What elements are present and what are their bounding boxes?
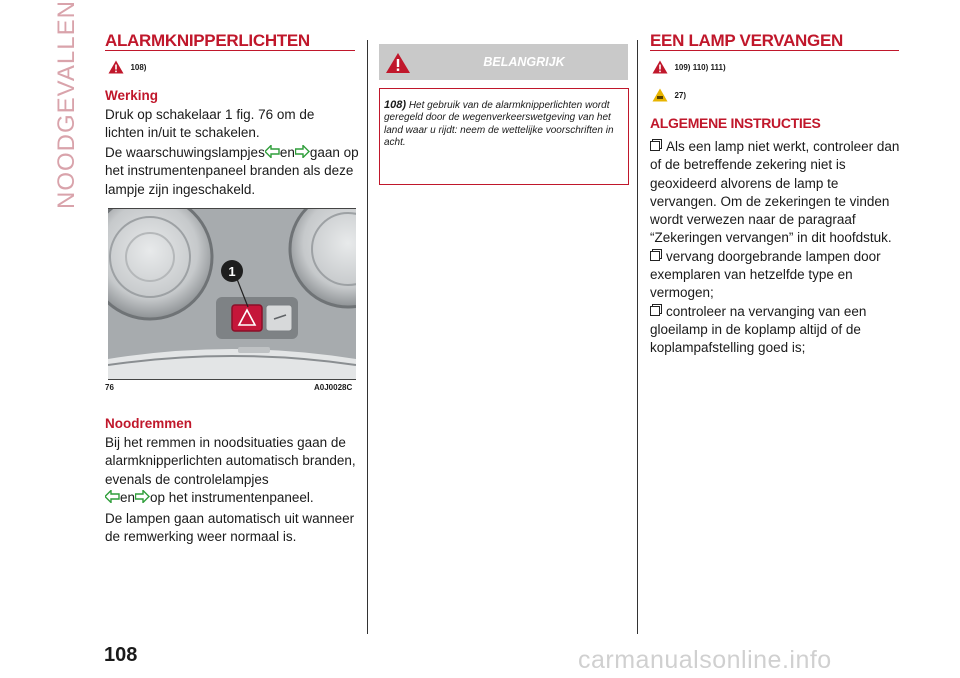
chapter-sidebar-title	[42, 0, 92, 210]
list-item	[650, 248, 900, 303]
page-number: 108	[104, 644, 138, 666]
important-note-text	[384, 99, 624, 150]
text-fragment: Bij het remmen in noodsituaties gaan de alarmknipperlichten automatisch branden, evenals de controlelampjes	[105, 435, 356, 487]
caution-triangle-icon	[652, 88, 668, 102]
list-item-text: vervang doorgebrande lampen door exemplaren van hetzelfde type en vermogen;	[650, 248, 881, 301]
heading-rule	[105, 50, 355, 51]
important-box-header	[379, 44, 628, 80]
arrow-left-indicator-icon	[265, 145, 280, 158]
watermark: carmanualsonline.info	[578, 646, 832, 674]
list-item	[650, 303, 900, 358]
subheading-noodremmen: Noodremmen	[105, 416, 193, 431]
note-number: 108)	[384, 99, 407, 111]
reference-numbers: 27)	[674, 91, 687, 100]
subheading-werking: Werking	[105, 88, 159, 103]
important-note-box	[379, 88, 629, 185]
checkbox-bullet-icon	[650, 306, 660, 316]
checkbox-bullet-icon	[650, 251, 660, 261]
arrow-right-indicator-icon	[295, 145, 310, 158]
subheading-general-instructions: ALGEMENE INSTRUCTIES	[650, 115, 821, 131]
section-heading-alarm: ALARMKNIPPERLICHTEN	[105, 31, 310, 50]
warning-ref-row	[652, 60, 724, 79]
column-divider-2	[637, 40, 638, 634]
checkbox-bullet-icon	[650, 141, 660, 151]
text-fragment: en	[279, 145, 295, 160]
warning-triangle-icon	[652, 60, 668, 74]
figure-hazard-switch	[108, 208, 356, 380]
dashboard-illustration	[108, 209, 356, 379]
text-fragment: gaan op het instrumentenpaneel branden als deze lampje zijn ingeschakeld.	[105, 145, 359, 197]
reference-numbers: 109) 110) 111)	[674, 63, 726, 72]
warning-ref-row	[108, 60, 147, 79]
paragraph-noodremmen-2: De lampen gaan automatisch uit wanneer de remwerking weer normaal is.	[105, 511, 355, 545]
figure-code: A0J0028C	[314, 383, 353, 392]
section-heading-lamp: EEN LAMP VERVANGEN	[650, 31, 843, 50]
arrow-right-indicator-icon	[135, 490, 150, 503]
heading-rule	[650, 50, 899, 51]
note-body: Het gebruik van de alarmknipperlichten wordt geregeld door de wegenverkeerswetgeving van het land waar u rijdt: neem de wettelijke voorschriften in acht.	[384, 100, 614, 149]
arrow-left-indicator-icon	[105, 490, 120, 503]
figure-number: 76	[105, 383, 114, 392]
caution-ref-row	[652, 88, 687, 107]
chapter-label: NOODGEVALLEN	[53, 0, 80, 209]
list-item-text: controleer na vervanging van een gloeilamp in de koplamp altijd of de koplampafstelling goed is;	[650, 303, 867, 356]
warning-triangle-icon	[108, 60, 124, 74]
reference-number: 108)	[130, 63, 147, 72]
paragraph-noodremmen-1	[105, 434, 361, 507]
column-divider-1	[367, 40, 368, 634]
instructions-list	[650, 138, 900, 358]
list-item	[650, 138, 900, 248]
text-fragment: en	[120, 489, 136, 505]
important-box-title: BELANGRIJK	[483, 55, 565, 69]
list-item-text: Als een lamp niet werkt, controleer dan of de betreffende zekering niet is geoxideerd alvorens de lamp te vervangen. Om de zekeringen te vinden wordt verwezen naar de paragraaf “Zekeringen vervangen” in dit hoofdstuk.	[650, 139, 900, 246]
text-fragment: op het instrumentenpaneel.	[150, 489, 314, 505]
warning-triangle-icon	[385, 52, 411, 74]
paragraph-werking-2	[105, 144, 360, 199]
figure-callout: 1	[228, 264, 236, 279]
text-fragment: De waarschuwingslampjes	[105, 145, 265, 160]
paragraph-werking-1: Druk op schakelaar 1 fig. 76 om de lichten in/uit te schakelen.	[105, 107, 315, 141]
